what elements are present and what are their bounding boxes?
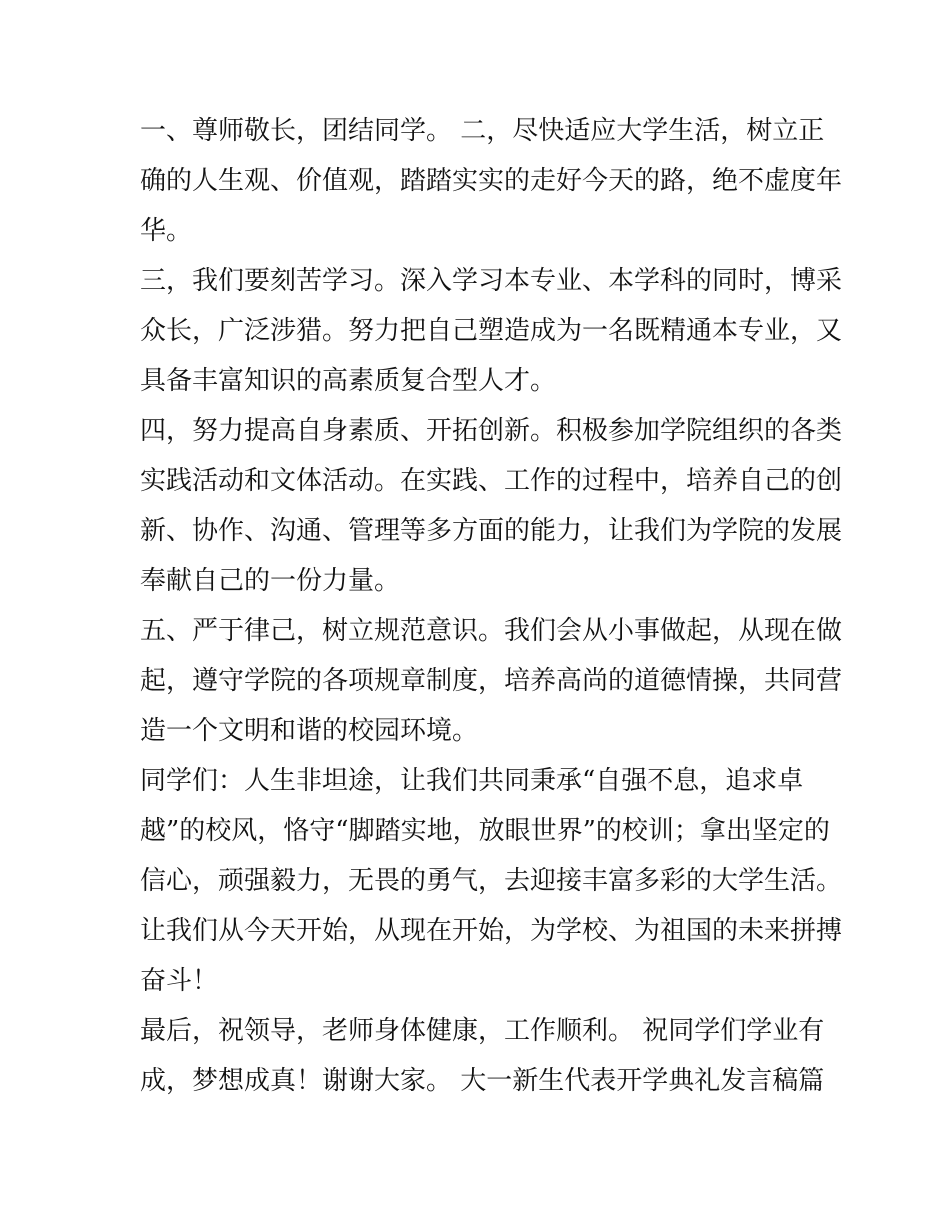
- text-line: 四，努力提高自身素质、开拓创新。积极参加学院组织的各类: [140, 416, 843, 446]
- text-line: 造一个文明和谐的校园环境。: [140, 716, 479, 746]
- text-line: 起，遵守学院的各项规章制度，培养高尚的道德情操，共同营: [140, 666, 843, 696]
- text-line: 一、尊师敬长，团结同学。 二，尽快适应大学生活，树立正: [140, 116, 825, 146]
- text-line: 奋斗！: [140, 966, 219, 996]
- text-line: 众长，广泛涉猎。努力把自己塑造成为一名既精通本专业，又: [140, 316, 843, 346]
- text-line: 确的人生观、价值观，踏踏实实的走好今天的路，绝不虚度年: [140, 166, 843, 196]
- text-line: 华。: [140, 216, 193, 246]
- text-line: 让我们从今天开始，从现在开始，为学校、为祖国的未来拼搏: [140, 916, 843, 946]
- text-line: 成，梦想成真！谢谢大家。 大一新生代表开学典礼发言稿篇: [140, 1066, 825, 1096]
- text-line: 新、协作、沟通、管理等多方面的能力，让我们为学院的发展: [140, 516, 843, 546]
- text-line: 三，我们要刻苦学习。深入学习本专业、本学科的同时，博采: [140, 266, 843, 296]
- text-line: 实践活动和文体活动。在实践、工作的过程中，培养自己的创: [140, 466, 843, 496]
- text-line: 越”的校风，恪守“脚踏实地，放眼世界”的校训；拿出坚定的: [140, 816, 830, 846]
- text-line: 信心，顽强毅力，无畏的勇气，去迎接丰富多彩的大学生活。: [140, 866, 843, 896]
- text-line: 最后，祝领导，老师身体健康，工作顺利。 祝同学们学业有: [140, 1016, 825, 1046]
- text-line: 具备丰富知识的高素质复合型人才。: [140, 366, 557, 396]
- text-line: 奉献自己的一份力量。: [140, 566, 401, 596]
- text-line: 同学们：人生非坦途，让我们共同秉承“自强不息，追求卓: [140, 766, 804, 796]
- text-line: 五、严于律己，树立规范意识。我们会从小事做起，从现在做: [140, 616, 843, 646]
- document-body: [140, 106, 843, 1106]
